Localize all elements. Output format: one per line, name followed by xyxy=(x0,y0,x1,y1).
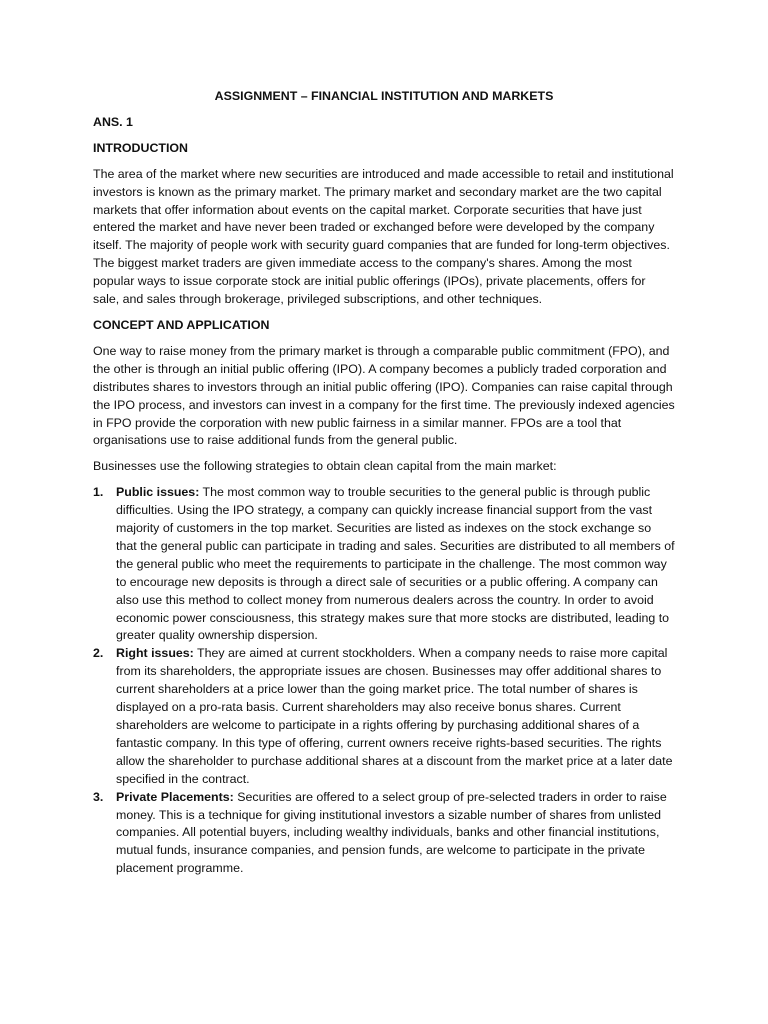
list-lead: Public issues: xyxy=(116,485,200,500)
list-item xyxy=(93,789,675,879)
list-text: They are aimed at current stockholders. When a company needs to raise more capital from its shareholders, the appropriate issues are chosen. Businesses may offer additional shares to current shareholders at a price lower than the going market price. The total number of shares is displayed on a pro-rata basis. Current shareholders may also receive bonus shares. Current shareholders are welcome to participate in a rights offering by purchasing additional shares of a fantastic company. In this type of offering, current owners receive rights-based securities. The rights allow the shareholder to purchase additional shares at a discount from the market price at a later date specified in the contract. xyxy=(116,646,673,786)
introduction-heading: INTRODUCTION xyxy=(93,140,188,155)
list-text: Securities are offered to a select group of pre-selected traders in order to raise money. This is a technique for giving institutional investors a sizable number of shares from unlisted companies. All potential buyers, including wealthy individuals, banks and other financial institutions, mutual funds, insurance companies, and pension funds, are welcome to participate in the private placement programme. xyxy=(116,789,667,876)
concept-heading: CONCEPT AND APPLICATION xyxy=(93,317,270,332)
document-page xyxy=(93,88,675,878)
list-lead: Right issues: xyxy=(116,646,194,661)
list-number: 2. xyxy=(93,646,104,661)
list-item xyxy=(93,645,675,788)
concept-paragraph: One way to raise money from the primary market is through a comparable public commitment (FPO), and the other is through an initial public offering (IPO). A company becomes a publicly traded corporation and distributes shares to investors through an initial public offering (IPO). Companies can raise capital through the IPO process, and investors can invest in a company for the first time. The previously indexed agencies in FPO provide the corporation with new public fairness in a similar manner. FPOs are a tool that organisations use to raise additional funds from the general public. xyxy=(93,343,675,448)
list-text: The most common way to trouble securities to the general public is through public difficulties. Using the IPO strategy, a company can quickly increase financial support from the vast majority of customers in the top market. Securities are listed as indexes on the stock exchange so that the general public can participate in trading and sales. Securities are distributed to all members of the general public who meet the requirements to participate in the challenge. The most common way to encourage new deposits is through a direct sale of securities or a public offering. A company can also use this method to collect money from numerous dealers across the country. In order to avoid economic power consciousness, this strategy makes sure that more stocks are distributed, leading to greater quality ownership dispersion. xyxy=(116,485,675,643)
answer-label: ANS. 1 xyxy=(93,114,133,129)
introduction-paragraph: The area of the market where new securities are introduced and made accessible to retail and institutional investors is known as the primary market. The primary market and secondary market are the two capital markets that offer information about events on the capital market. Corporate securities that have just entered the market and have never been traded or exchanged before were developed by the company itself. The majority of people work with security guard companies that are funded for long-term objectives. The biggest market traders are given immediate access to the company's shares. Among the most popular ways to issue corporate stock are initial public offerings (IPOs), private placements, offers for sale, and sales through brokerage, privileged subscriptions, and other techniques. xyxy=(93,166,674,307)
document-title: ASSIGNMENT – FINANCIAL INSTITUTION AND MARKETS xyxy=(214,89,554,103)
list-number: 3. xyxy=(93,789,104,804)
strategies-intro: Businesses use the following strategies to obtain clean capital from the main market: xyxy=(93,459,557,474)
strategies-list xyxy=(93,484,675,878)
list-item xyxy=(93,484,675,645)
list-number: 1. xyxy=(93,485,104,500)
list-lead: Private Placements: xyxy=(116,789,234,804)
